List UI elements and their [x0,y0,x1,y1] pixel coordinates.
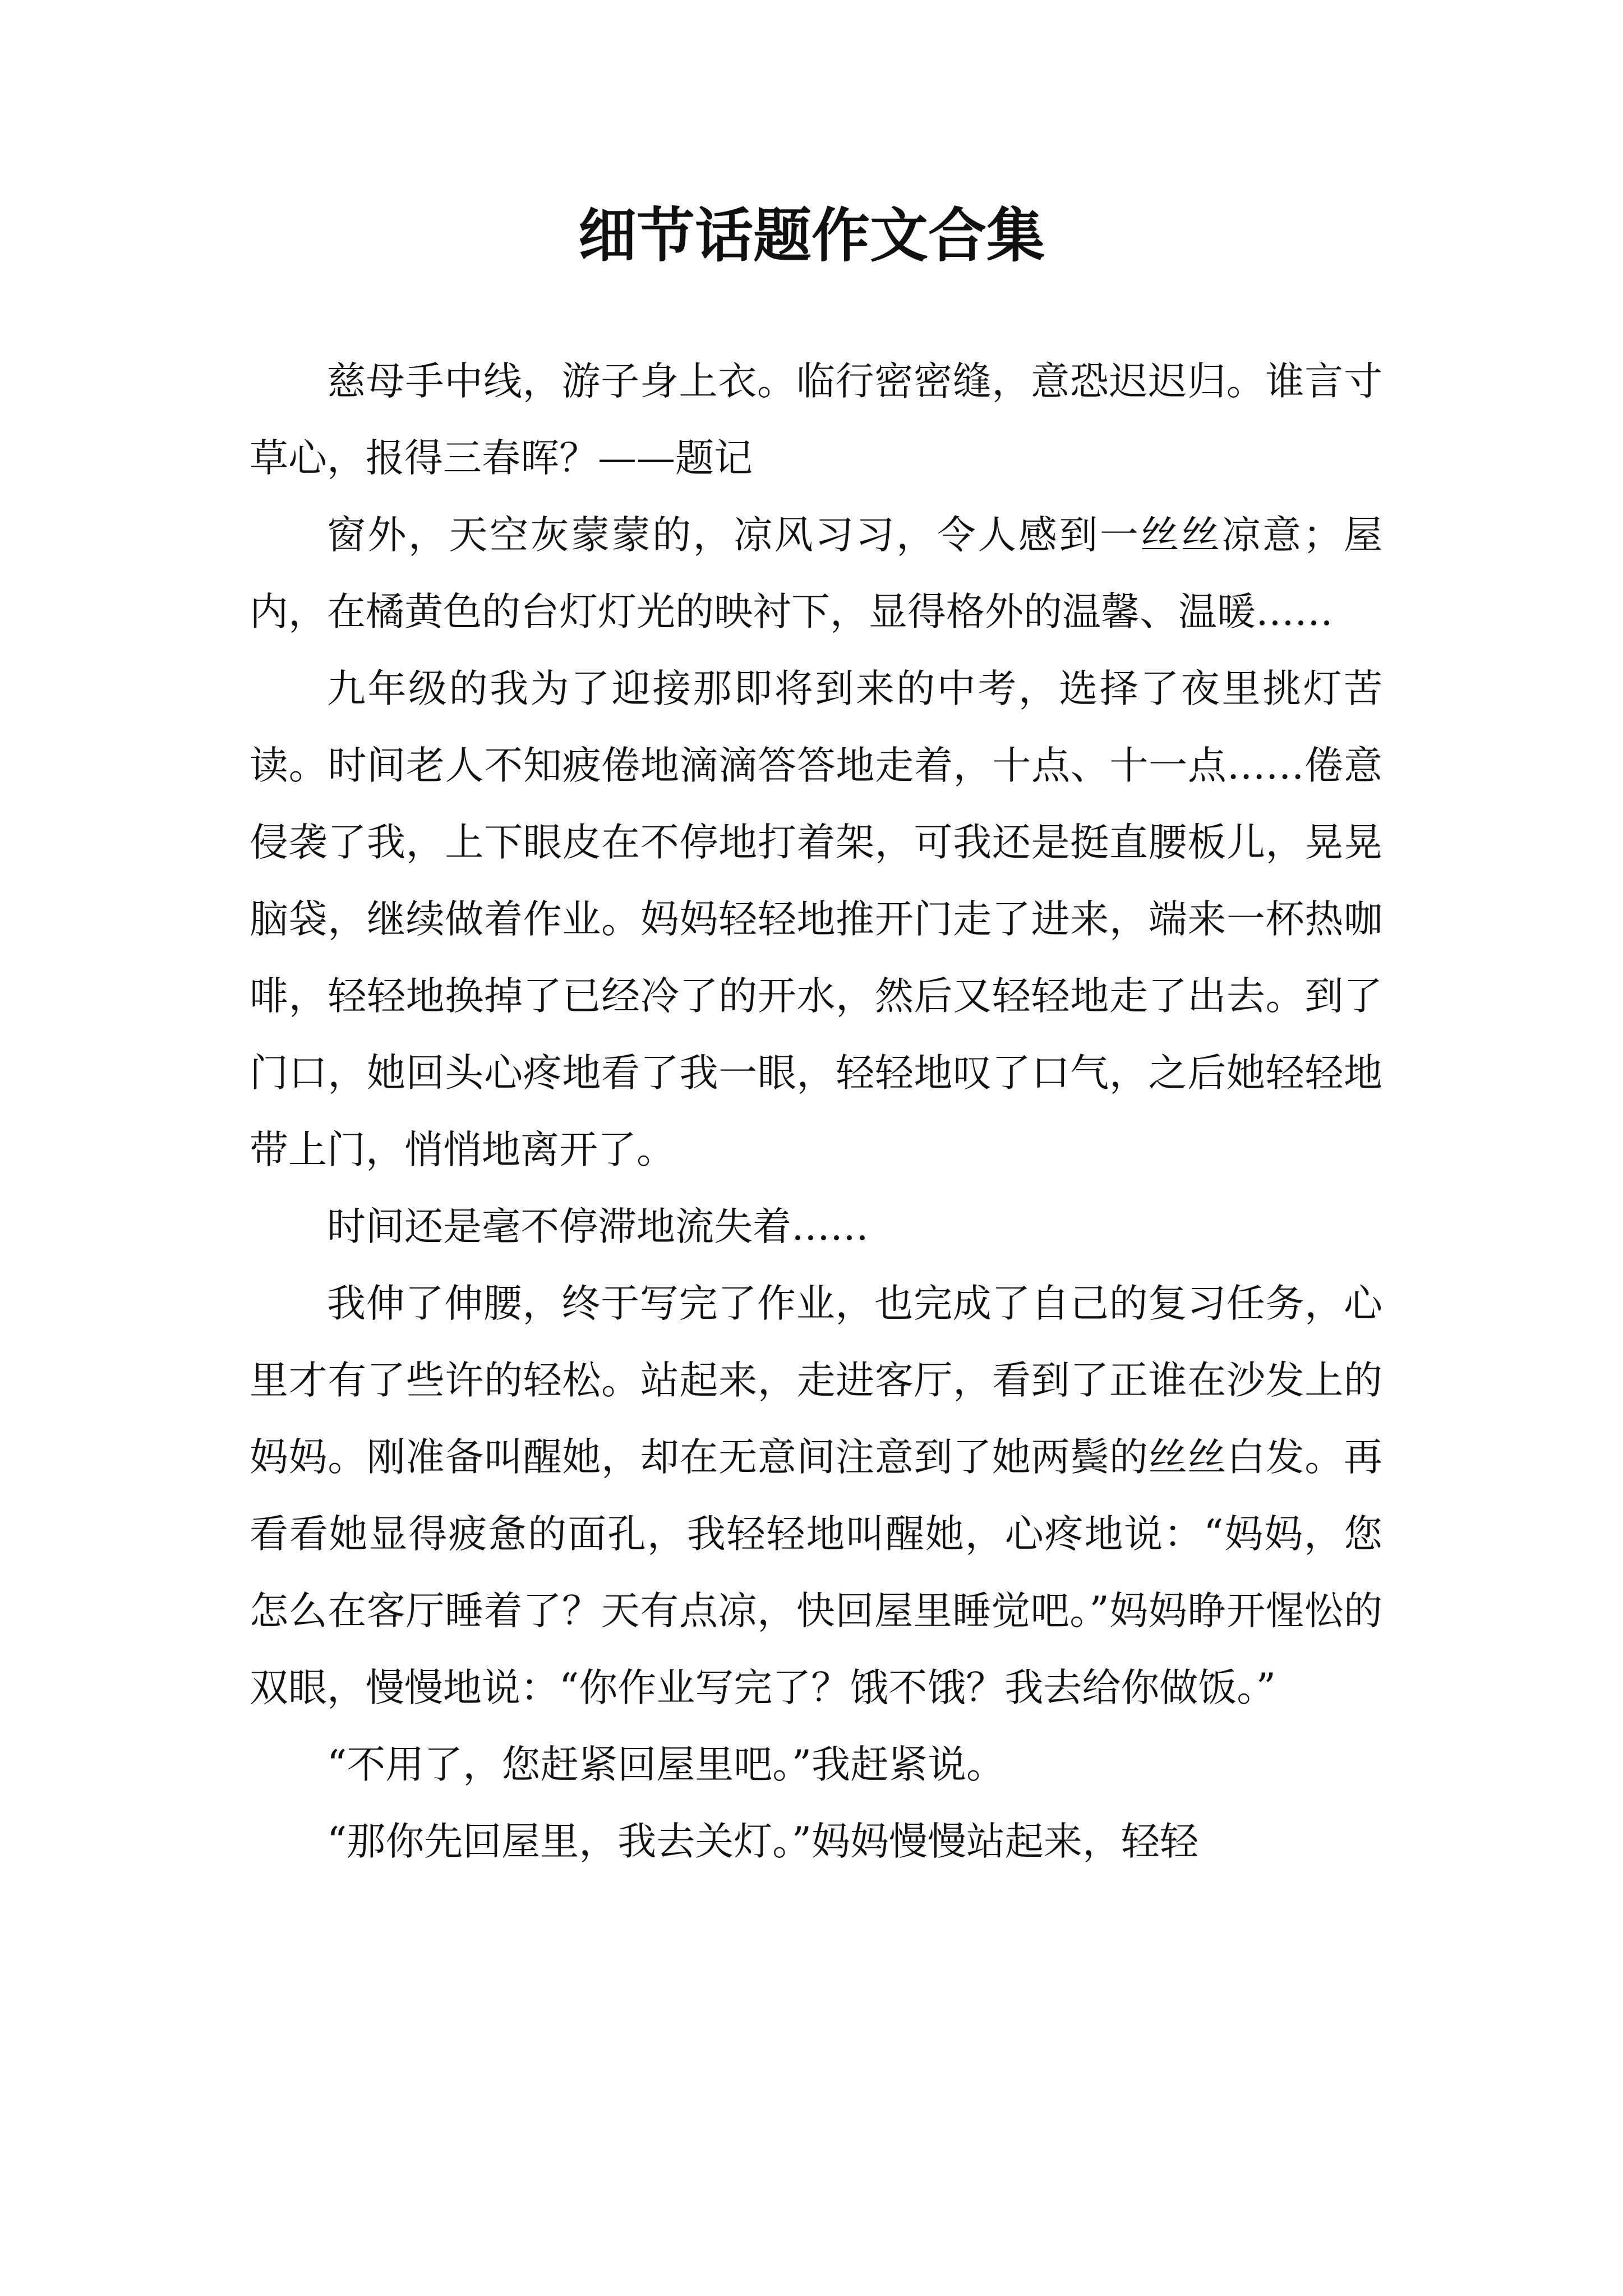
paragraph: “不用了，您赶紧回屋里吧。”我赶紧说。 [327,1742,1006,1787]
paragraph: “那你先回屋里，我去关灯。”妈妈慢慢站起来，轻轻 [327,1819,1199,1864]
paragraph: 九年级的我为了迎接那即将到来的中考，选择了夜里挑灯苦读。时间老人不知疲倦地滴滴答答地走着，十点、十一点……倦意侵袭了我，上下眼皮在不停地打着架，可我还是挺直腰板儿，晃晃脑袋，继续做着作业。妈妈轻轻地推开门走了进来，端来一杯热咖啡，轻轻地换掉了已经冷了的开水，然后又轻轻地走了出去。到了门口，她回头心疼地看了我一眼，轻轻地叹了口气，之后她轻轻地带上门，悄悄地离开了。 [250,666,1382,1172]
paragraph: 时间还是毫不停滞地流失着…… [327,1204,869,1249]
paragraph-epigraph: 慈母手中线，游子身上衣。临行密密缝，意恐迟迟归。谁言寸草心，报得三春晖？——题记 [250,359,1382,481]
paragraph: 我伸了伸腰，终于写完了作业，也完成了自己的复习任务，心里才有了些许的轻松。站起来，走进客厅，看到了正谁在沙发上的妈妈。刚准备叫醒她，却在无意间注意到了她两鬓的丝丝白发。再看看她显得疲惫的面孔，我轻轻地叫醒她，心疼地说：“妈妈，您怎么在客厅睡着了？天有点凉，快回屋里睡觉吧。”妈妈睁开惺忪的双眼，慢慢地说：“你作业写完了？饿不饿？我去给你做饭。” [250,1281,1382,1710]
document-title: 细节话题作文合集 [578,201,1045,270]
paragraph: 窗外，天空灰蒙蒙的，凉风习习，令人感到一丝丝凉意；屋内，在橘黄色的台灯灯光的映衬下，显得格外的温馨、温暖…… [250,513,1382,634]
document-body [250,343,1382,1880]
